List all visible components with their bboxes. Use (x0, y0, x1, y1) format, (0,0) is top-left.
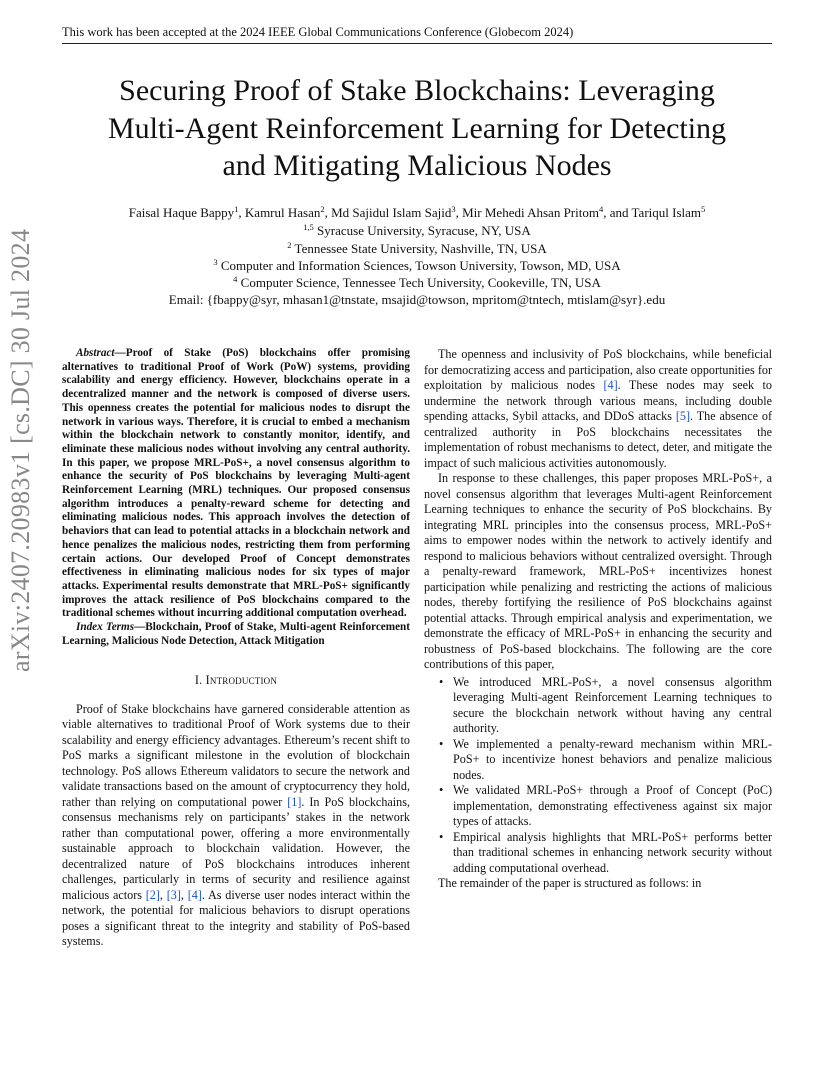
list-item-text: We validated MRL-PoS+ through a Proof of Concept (PoC) implementation, demonstrating effectiveness against six major types of attacks. (453, 783, 772, 828)
left-column (62, 347, 410, 950)
title-line-3: and Mitigating Malicious Nodes (222, 149, 612, 182)
section-numeral: I. (194, 673, 203, 688)
abstract-text: —Proof of Stake (PoS) blockchains offer promising alternatives to traditional Proof of Work (PoW) systems, providing scalability and energy efficiency. However, blockchains operate in a decentralized manner and the network is composed of diverse users. This openness creates the potential for malicious nodes to disrupt the network in various ways. Therefore, it is crucial to embed a mechanism within the blockchain network to constantly monitor, identify, and eliminate these malicious nodes without involving any central authority. In this paper, we propose MRL-PoS+, a novel consensus algorithm to enhance the security of PoS blockchains by leveraging Multi-agent Reinforcement Learning (MRL) techniques. Our proposed consensus algorithm introduces a penalty-reward scheme for detecting and eliminating malicious nodes. This approach involves the detection of behaviors that can lead to potential attacks in a blockchain network and hence penalizes the malicious nodes, restricting them from performing certain actions. Our developed Proof of Concept demonstrates effectiveness in eliminating malicious nodes for six types of major attacks. Experimental results demonstrate that MRL-PoS+ significantly improves the attack resilience of PoS blockchains compared to the traditional schemes without incurring additional computation overhead. (62, 347, 410, 620)
title-line-1: Securing Proof of Stake Blockchains: Leveraging (119, 74, 715, 107)
author-sup: 2 (320, 204, 325, 214)
author-sup: 4 (598, 204, 604, 214)
author-sup: 3 (451, 204, 456, 214)
author-sup: 1 (234, 204, 239, 214)
author-sep: , (455, 205, 463, 220)
paper-title (62, 72, 772, 185)
paragraph-text: The openness and inclusivity of PoS blockchains, while beneficial for democratizing access and participation, also create opportunities for exploitation by malicious nodes (424, 347, 772, 392)
citation-link[interactable]: [3] (166, 887, 181, 902)
abstract-label: Abstract (76, 347, 115, 359)
list-item (424, 783, 772, 830)
index-terms-label: Index Terms (76, 621, 135, 634)
affiliation-text: Tennessee State University, Nashville, TN, USA (294, 241, 547, 256)
author-name: Tariqul Islam (631, 205, 702, 220)
list-item (424, 830, 772, 877)
paragraph-text: . The absence of centralized authority in PoS blockchains necessitates the implementation of robust mechanisms to detect, deter, and mitigate the impact of such malicious activities autonomously. (424, 409, 772, 470)
header-rule (62, 43, 772, 44)
section-title: Introduction (205, 673, 278, 688)
index-terms (62, 621, 410, 648)
affiliation (62, 240, 772, 257)
citation-link[interactable]: [1] (287, 794, 302, 809)
author-sup: 5 (701, 204, 706, 214)
paragraph-text: Proof of Stake blockchains have garnered considerable attention as viable alternatives to traditional Proof of Work systems due to their scalability and energy efficiency advantages. Ethereum’s recent shift to PoS marks a significant milestone in the evolution of blockchain technology. PoS allows Ethereum validators to secure the network and validate transactions based on the amount of cryptocurrency they hold, rather than relying on computational power (62, 701, 410, 809)
contributions-list (424, 675, 772, 877)
author-list (40, 204, 794, 222)
list-item (424, 675, 772, 737)
affiliation-sup: 3 (213, 257, 218, 267)
citation-separator: , (159, 887, 167, 902)
index-terms-text: —Blockchain, Proof of Stake, Multi-agent Reinforcement Learning, Malicious Node Detection, Attack Mitigation (62, 621, 410, 647)
author-name: Faisal Haque Bappy (128, 205, 235, 220)
right-column (424, 347, 772, 892)
affiliation-text: Computer and Information Sciences, Towson University, Towson, MD, USA (220, 258, 621, 273)
list-item-text: Empirical analysis highlights that MRL-PoS+ performs better than traditional schemes in enhancing network security without adding computational overhead. (453, 829, 772, 875)
intro-paragraph-3: In response to these challenges, this paper proposes MRL-PoS+, a novel consensus algorithm that leverages Multi-agent Reinforcement Learning techniques to enhance the security of PoS blockchains. By integrating MRL principles into the consensus process, MRL-PoS+ aims to empower nodes within the network to actively identify and respond to malicious behaviors without centralized oversight. Through a penalty-reward framework, MRL-PoS+ incentivizes honest participation while penalizing and restricting the actions of malicious nodes, thereby fortifying the resilience of PoS blockchains against potential attacks. Through empirical analysis and experimentation, we demonstrate the efficacy of MRL-PoS+ in enhancing the security and robustness of PoS-based blockchains. The following are the core contributions of this paper, (424, 471, 772, 671)
list-item (424, 737, 772, 784)
paragraph-text: . As diverse user nodes interact within the network, the potential for malicious behaviors to disrupt operations poses a significant threat to the integrity and stability of PoS-based systems. (62, 887, 410, 949)
author-emails: Email: {fbappy@syr, mhasan1@tnstate, msajid@towson, mpritom@tntech, mtislam@syr}.edu (168, 292, 666, 307)
bullet-icon: • (439, 674, 444, 689)
citation-link[interactable]: [2] (145, 887, 160, 902)
abstract (62, 347, 410, 621)
conference-header: This work has been accepted at the 2024 IEEE Global Communications Conference (Globecom 2024) (62, 25, 574, 39)
paragraph-text: . These nodes may seek to undermine the network through various means, including double spending attacks, Sybil attacks, and DDoS attacks (424, 378, 772, 423)
author-sep: , (324, 205, 332, 220)
list-item-text: We introduced MRL-PoS+, a novel consensus algorithm leveraging Multi-agent Reinforcement Learning techniques to secure the blockchain network without having any central authority. (453, 674, 772, 735)
affiliation (62, 274, 772, 291)
affiliation (62, 222, 772, 239)
author-sep: , and (603, 205, 632, 220)
citation-separator: , (180, 887, 188, 902)
author-name: Kamrul Hasan (244, 205, 321, 220)
citation-link[interactable]: [5] (675, 409, 691, 423)
bullet-icon: • (439, 829, 444, 844)
affiliation-sup: 1,5 (303, 222, 314, 232)
intro-paragraph-1 (62, 702, 410, 950)
author-name: Md Sajidul Islam Sajid (331, 205, 452, 220)
bullet-icon: • (439, 783, 444, 797)
citation-link[interactable]: [4] (603, 378, 618, 392)
author-name: Mir Mehedi Ahsan Pritom (462, 205, 599, 220)
affiliation-sup: 2 (287, 240, 292, 250)
list-item-text: We implemented a penalty-reward mechanism within MRL-PoS+ to incentivize honest behaviors and penalize malicious nodes. (453, 736, 772, 782)
author-sep: , (238, 205, 245, 220)
bullet-icon: • (439, 736, 444, 751)
affiliation-text: Syracuse University, Syracuse, NY, USA (317, 223, 531, 238)
affiliation-text: Computer Science, Tennessee Tech University, Cookeville, TN, USA (240, 275, 601, 290)
arxiv-identifier: arXiv:2407.20983v1 [cs.DC] 30 Jul 2024 (6, 228, 35, 672)
paragraph-text: . In PoS blockchains, consensus mechanisms rely on participants’ stakes in the network rather than computational power, offering a more environmentally sustainable approach to blockchain validation. However, the decentralized nature of PoS blockchains introduces inherent challenges, particularly in terms of security and resilience against malicious actors (62, 794, 410, 902)
affiliation-sup: 4 (233, 274, 238, 284)
intro-paragraph-2 (424, 347, 772, 471)
title-line-2: Multi-Agent Reinforcement Learning for Detecting (107, 111, 727, 145)
affiliation (62, 257, 772, 274)
section-heading-introduction (62, 673, 410, 689)
citation-link[interactable]: [4] (187, 887, 202, 902)
intro-paragraph-4: The remainder of the paper is structured as follows: in (438, 876, 702, 890)
